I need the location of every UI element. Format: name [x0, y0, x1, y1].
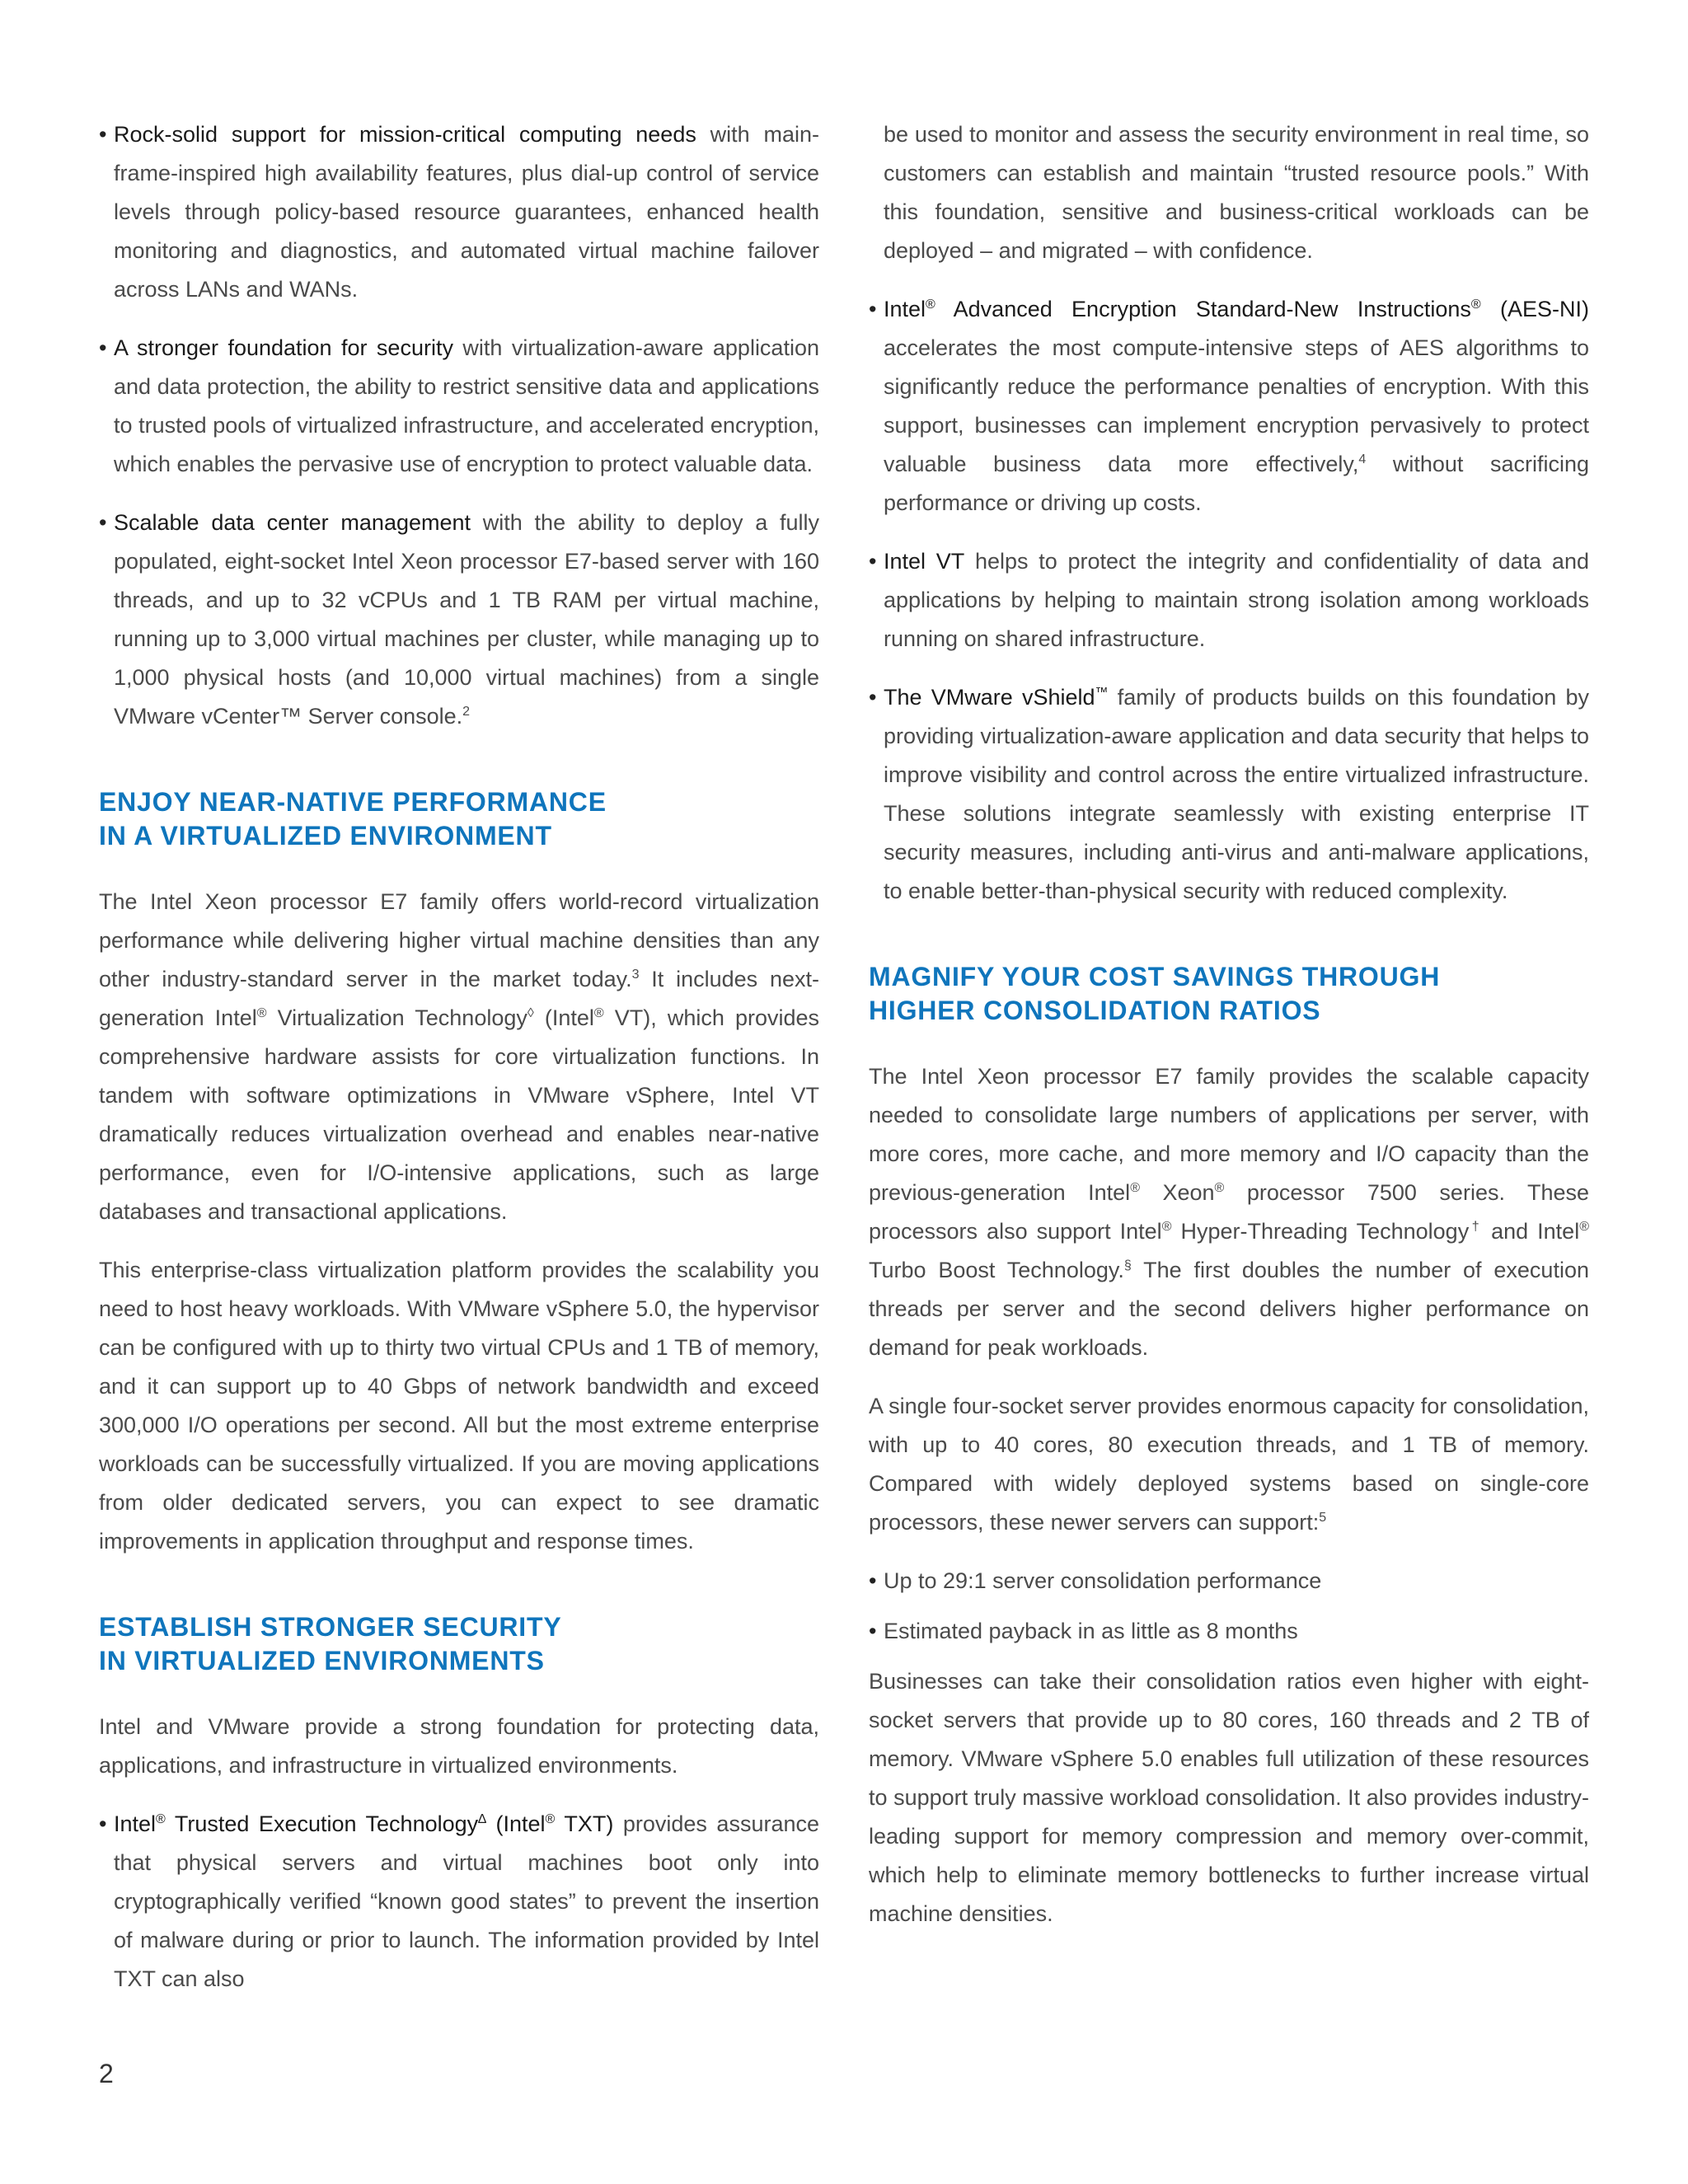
text-run: Advanced Encryption Standard-New Instructions [935, 297, 1471, 321]
text-run: The VMware vShield [884, 685, 1095, 710]
bullet-lead: A stronger foundation for security [114, 335, 453, 360]
text-run: (AES-NI) [1480, 297, 1589, 321]
text-run: Virtualization Technology [266, 1005, 528, 1030]
heading-near-native-performance [99, 785, 819, 853]
heading-line: ESTABLISH STRONGER SECURITY [99, 1612, 562, 1642]
bullet-intel-txt [99, 1805, 819, 1999]
bullet-lead: Scalable data center management [114, 510, 471, 535]
text-run: Turbo Boost Technology. [869, 1258, 1124, 1282]
bullet-text: accelerates the most compute-intensive steps of AES algorithms to significantly reduce the performance penalties of encryption. With this support, businesses can implement encryption pervasively to protect valuable business data more effectively, [884, 335, 1589, 476]
paragraph-continuation: be used to monitor and assess the security environment in real time, so customers can establish and maintain “trusted resource pools.” With this foundation, sensitive and business-critical workloads can be deployed – and migrated – with confidence. [884, 122, 1589, 263]
bullet-intel-vt [869, 542, 1589, 658]
text-run: A single four-socket server provides enormous capacity for consolidation, with up to 40 cores, 80 execution threads, and 1 TB of memory. Compared with widely deployed systems based on single-core processors, these newer servers can support: [869, 1394, 1589, 1535]
text-run: (Intel [533, 1005, 594, 1030]
paragraph-scalability: This enterprise-class virtualization platform provides the scalability you need to host heavy workloads. With VMware vSphere 5.0, the hypervisor can be configured with up to thirty two virtual CPUs and 1 TB of memory, and it can support up to 40 Gbps of network bandwidth and exceed 300,000 I/O operations per second. All but the most extreme enterprise workloads can be successfully virtualized. If you are moving applications from older dedicated servers, you can expect to see dramatic improvements in application throughput and response times. [99, 1258, 819, 1554]
bullet-text: family of products builds on this foundation by providing virtualization-aware application and data security that helps to improve visibility and control across the entire virtualized infrastructure. These solutions integrate seamlessly with existing enterprise IT security measures, including anti-virus and anti-malware applications, to enable better-than-physical security with reduced complexity. [884, 685, 1589, 903]
heading-line: MAGNIFY YOUR COST SAVINGS THROUGH [869, 962, 1441, 991]
footnote-ref: § [1123, 1258, 1132, 1272]
bullet-text: helps to protect the integrity and confidentiality of data and applications by helping to maintain strong isolation among workloads running on shared infrastructure. [884, 549, 1589, 651]
text-run: Xeon [1139, 1180, 1215, 1205]
bullet-text: with main-frame-inspired high availability features, plus dial-up control of service levels through policy-based resource guarantees, enhanced health monitoring and diagnostics, and automated virtual machine failover across LANs and WANs. [114, 122, 820, 302]
paragraph-four-socket [869, 1387, 1589, 1542]
text-run: The Intel Xeon processor E7 family offers world-record virtualization performance while delivering higher virtual machine densities than any other industry-standard server in the market today. [99, 889, 819, 991]
text-run: Trusted Execution Technology [165, 1811, 479, 1836]
bullet-aes-ni [869, 290, 1589, 523]
registered-mark: ® [545, 1812, 556, 1826]
right-column [869, 115, 1589, 1953]
bullet-text: with the ability to deploy a fully populated, eight-socket Intel Xeon processor E7-based server with 160 threads, and up to 32 vCPUs and 1 TB RAM per virtual machine, running up to 3,000 virtual machines per cluster, while managing up to 1,000 physical hosts (and 10,000 virtual machines) from a single VMware vCenter™ Server console. [114, 510, 820, 729]
text-run: It includes next-generation Intel [99, 967, 820, 1030]
registered-mark: ® [593, 1006, 604, 1020]
text-run: Hyper-Threading Technology [1171, 1219, 1470, 1244]
paragraph-eight-socket: Businesses can take their consolidation ratios even higher with eight-socket servers that provide up to 80 cores, 160 threads and 2 TB of memory. VMware vSphere 5.0 enables full utilization of these resources to support truly massive workload consolidation. It also provides industry-leading support for memory compression and memory over-commit, which help to eliminate memory bottlenecks to further increase virtual machine densities. [869, 1669, 1589, 1926]
footnote-ref: † [1469, 1220, 1483, 1234]
bullet-lead: Intel VT [884, 549, 965, 574]
heading-line: HIGHER CONSOLIDATION RATIOS [869, 996, 1321, 1025]
bullet-text: provides assurance that physical servers and virtual machines boot only into cryptographically verified “known good states” to prevent the insertion of malware during or prior to launch. The information provided by Intel TXT can also [114, 1811, 820, 1991]
footnote-ref: 3 [631, 968, 640, 982]
registered-mark: ® [156, 1812, 166, 1826]
text-run: Intel [884, 297, 926, 321]
paragraph-performance [99, 883, 819, 1231]
trademark-mark: ™ [1095, 686, 1109, 700]
footnote-ref: ∆ [478, 1812, 486, 1826]
footnote-ref: 5 [1319, 1511, 1327, 1525]
text-run: processor 7500 series. These processors also support Intel [869, 1180, 1590, 1244]
page-number: 2 [99, 2059, 114, 2088]
text-run: The first doubles the number of execution threads per server and the second delivers higher performance on demand for peak workloads. [869, 1258, 1589, 1360]
heading-stronger-security [99, 1610, 819, 1678]
text-run: TXT) [555, 1811, 614, 1836]
bullet-text: with virtualization-aware application and data protection, the ability to restrict sensitive data and applications to trusted pools of virtualized infrastructure, and accelerated encryption, which enables the pervasive use of encryption to protect valuable data. [114, 335, 819, 476]
registered-mark: ® [1161, 1220, 1172, 1234]
heading-cost-savings [869, 960, 1589, 1028]
registered-mark: ® [1470, 298, 1481, 312]
registered-mark: ® [1130, 1181, 1140, 1195]
footnote-ref: 2 [462, 705, 471, 719]
paragraph-security-intro: Intel and VMware provide a strong foundation for protecting data, applications, and infrastructure in virtualized environments. [99, 1714, 819, 1778]
heading-line: IN VIRTUALIZED ENVIRONMENTS [99, 1646, 545, 1675]
bullet-text: without sacrificing performance or driving up costs. [884, 452, 1589, 515]
registered-mark: ® [1214, 1181, 1225, 1195]
heading-line: IN A VIRTUALIZED ENVIRONMENT [99, 821, 552, 851]
bullet-vshield [869, 678, 1589, 911]
text-run: (Intel [485, 1811, 546, 1836]
left-column [99, 115, 819, 2018]
bullet-lead [884, 685, 1109, 710]
bullet-lead [884, 297, 1589, 321]
paragraph-consolidation [869, 1057, 1589, 1367]
bullet-consolidation-performance: • Up to 29:1 server consolidation performance [869, 1562, 1589, 1601]
registered-mark: ® [1579, 1220, 1589, 1234]
bullet-lead: Rock-solid support for mission-critical computing needs [114, 122, 696, 147]
registered-mark: ® [926, 298, 935, 312]
heading-line: ENJOY NEAR-NATIVE PERFORMANCE [99, 787, 607, 817]
bullet-mission-critical [99, 115, 819, 309]
bullet-security-foundation [99, 329, 819, 484]
footnote-ref: ◊ [527, 1006, 534, 1020]
text-run: VT), which provides comprehensive hardware assists for core virtualization functions. In tandem with software optimizations in VMware vSphere, Intel VT dramatically reduces virtualization overhead and enables near-native performance, even for I/O-intensive applications, such as large databases and transactional applications. [99, 1005, 819, 1224]
bullet-lead [114, 1811, 613, 1836]
registered-mark: ® [256, 1006, 267, 1020]
bullet-datacenter-management [99, 504, 819, 736]
text-run: Intel [114, 1811, 157, 1836]
bullet-payback: • Estimated payback in as little as 8 months [869, 1612, 1589, 1651]
footnote-ref: 4 [1358, 452, 1367, 466]
text-run: and Intel [1482, 1219, 1580, 1244]
text-run: The Intel Xeon processor E7 family provides the scalable capacity needed to consolidate large numbers of applications per server, with more cores, more cache, and more memory and I/O capacity than the previous-generation Intel [869, 1064, 1589, 1205]
